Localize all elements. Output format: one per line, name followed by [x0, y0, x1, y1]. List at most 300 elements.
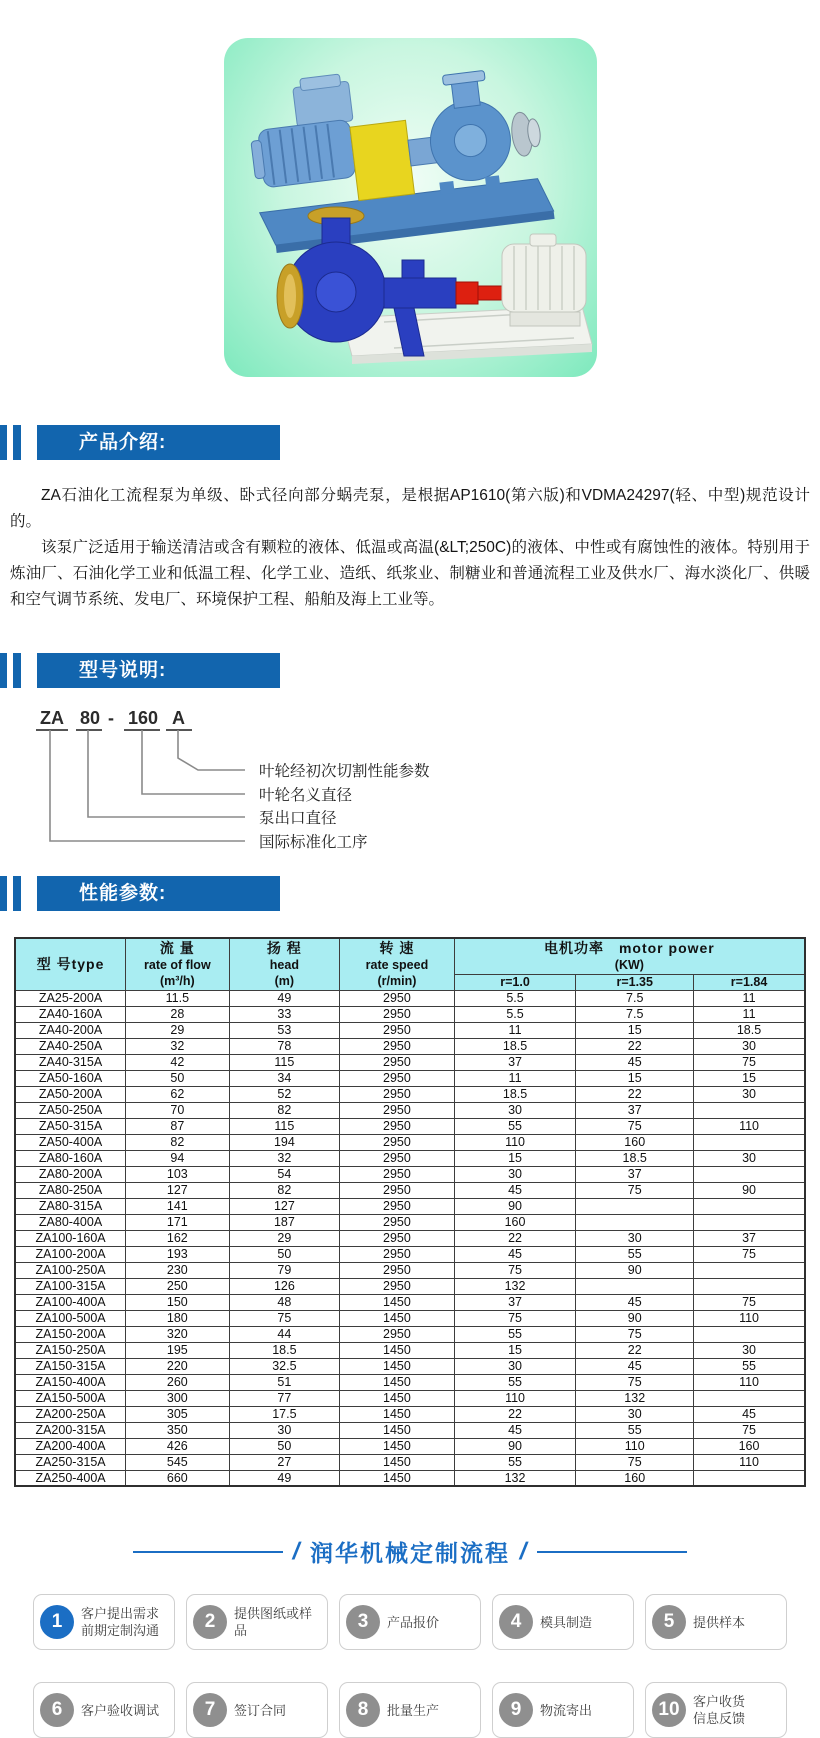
value-cell: 79 — [229, 1262, 340, 1278]
value-cell: 1450 — [340, 1294, 455, 1310]
value-cell: 250 — [126, 1278, 229, 1294]
table-row — [15, 1326, 805, 1342]
value-cell: 90 — [694, 1182, 805, 1198]
step-number-badge: 3 — [346, 1605, 380, 1639]
value-cell: 75 — [694, 1054, 805, 1070]
value-cell: 2950 — [340, 1038, 455, 1054]
table-row — [15, 1310, 805, 1326]
value-cell: 75 — [454, 1310, 576, 1326]
step-number-badge: 10 — [652, 1693, 686, 1727]
value-cell: 2950 — [340, 1150, 455, 1166]
value-cell: 37 — [454, 1054, 576, 1070]
divider-line — [133, 1551, 283, 1553]
value-cell: 180 — [126, 1310, 229, 1326]
model-code-dash: - — [108, 708, 114, 728]
value-cell — [694, 1198, 805, 1214]
value-cell: 300 — [126, 1390, 229, 1406]
step-label: 产品报价 — [387, 1614, 440, 1630]
process-step-card — [645, 1682, 787, 1738]
value-cell: 75 — [229, 1310, 340, 1326]
value-cell: 30 — [229, 1422, 340, 1438]
value-cell — [694, 1262, 805, 1278]
process-step-card — [186, 1594, 328, 1650]
step-number-badge: 1 — [40, 1605, 74, 1639]
value-cell: 87 — [126, 1118, 229, 1134]
value-cell: 30 — [454, 1166, 576, 1182]
value-cell: 70 — [126, 1102, 229, 1118]
value-cell: 11 — [694, 990, 805, 1006]
value-cell: 90 — [576, 1310, 694, 1326]
value-cell: 1450 — [340, 1470, 455, 1486]
table-row — [15, 1246, 805, 1262]
section-header-model — [0, 653, 820, 688]
value-cell: 115 — [229, 1054, 340, 1070]
upper-pump — [244, 50, 555, 254]
model-label-trim: 叶轮经初次切割性能参数 — [259, 763, 430, 780]
table-row — [15, 1182, 805, 1198]
table-row — [15, 1374, 805, 1390]
value-cell: 50 — [126, 1070, 229, 1086]
value-cell: 305 — [126, 1406, 229, 1422]
value-cell: 45 — [576, 1294, 694, 1310]
table-row — [15, 1390, 805, 1406]
value-cell: 1450 — [340, 1438, 455, 1454]
performance-table-body — [15, 990, 805, 1486]
table-row — [15, 1054, 805, 1070]
value-cell: 30 — [694, 1086, 805, 1102]
value-cell: 11 — [454, 1070, 576, 1086]
table-row — [15, 1086, 805, 1102]
process-step-card — [645, 1594, 787, 1650]
value-cell: 127 — [229, 1198, 340, 1214]
value-cell: 49 — [229, 990, 340, 1006]
value-cell: 426 — [126, 1438, 229, 1454]
value-cell: 30 — [694, 1342, 805, 1358]
value-cell: 18.5 — [454, 1038, 576, 1054]
value-cell: 22 — [454, 1230, 576, 1246]
value-cell: 51 — [229, 1374, 340, 1390]
value-cell: 77 — [229, 1390, 340, 1406]
process-step-card — [492, 1682, 634, 1738]
intro-paragraph-1: ZA石油化工流程泵为单级、卧式径向部分蜗壳泵，是根据AP1610(第六版)和VDMA24297(轻、中型)规范设计的。 — [10, 487, 810, 530]
model-cell: ZA100-250A — [15, 1262, 126, 1278]
process-step-card — [33, 1594, 175, 1650]
value-cell: 320 — [126, 1326, 229, 1342]
value-cell: 75 — [576, 1326, 694, 1342]
value-cell: 30 — [694, 1150, 805, 1166]
value-cell — [694, 1390, 805, 1406]
value-cell: 30 — [576, 1230, 694, 1246]
value-cell: 1450 — [340, 1454, 455, 1470]
value-cell — [694, 1278, 805, 1294]
value-cell: 18.5 — [229, 1342, 340, 1358]
model-cell: ZA40-315A — [15, 1054, 126, 1070]
value-cell: 132 — [454, 1278, 576, 1294]
table-row — [15, 1278, 805, 1294]
value-cell: 62 — [126, 1086, 229, 1102]
model-cell: ZA150-400A — [15, 1374, 126, 1390]
process-steps — [30, 1594, 790, 1738]
value-cell: 32 — [126, 1038, 229, 1054]
model-cell: ZA80-160A — [15, 1150, 126, 1166]
header-accent-bar — [0, 425, 7, 460]
model-cell: ZA100-500A — [15, 1310, 126, 1326]
value-cell: 127 — [126, 1182, 229, 1198]
model-label-impeller: 叶轮名义直径 — [259, 787, 353, 804]
model-code-diagram — [10, 702, 790, 860]
model-code-za: ZA — [40, 708, 64, 728]
performance-table — [14, 937, 806, 1487]
value-cell: 45 — [454, 1246, 576, 1262]
value-cell: 50 — [229, 1246, 340, 1262]
value-cell: 2950 — [340, 1278, 455, 1294]
value-cell: 110 — [454, 1390, 576, 1406]
step-number-badge: 5 — [652, 1605, 686, 1639]
value-cell: 171 — [126, 1214, 229, 1230]
step-label: 模具制造 — [540, 1614, 593, 1630]
value-cell: 1450 — [340, 1406, 455, 1422]
section-header-intro — [0, 425, 820, 460]
value-cell: 94 — [126, 1150, 229, 1166]
value-cell: 193 — [126, 1246, 229, 1262]
value-cell: 2950 — [340, 1262, 455, 1278]
model-cell: ZA50-315A — [15, 1118, 126, 1134]
col-header-head: 扬 程 head (m) — [229, 938, 340, 990]
value-cell: 260 — [126, 1374, 229, 1390]
step-number-badge: 6 — [40, 1693, 74, 1727]
value-cell: 2950 — [340, 1166, 455, 1182]
table-row — [15, 1022, 805, 1038]
model-cell: ZA150-200A — [15, 1326, 126, 1342]
model-cell: ZA50-400A — [15, 1134, 126, 1150]
value-cell — [694, 1134, 805, 1150]
col-header-r1: r=1.0 — [454, 974, 576, 990]
value-cell: 18.5 — [454, 1086, 576, 1102]
value-cell: 160 — [694, 1438, 805, 1454]
value-cell: 45 — [454, 1422, 576, 1438]
value-cell: 32 — [229, 1150, 340, 1166]
value-cell: 75 — [576, 1454, 694, 1470]
value-cell: 141 — [126, 1198, 229, 1214]
hero-section — [0, 0, 820, 377]
value-cell: 194 — [229, 1134, 340, 1150]
value-cell: 53 — [229, 1022, 340, 1038]
value-cell: 220 — [126, 1358, 229, 1374]
model-code-a: A — [172, 708, 185, 728]
value-cell: 15 — [694, 1070, 805, 1086]
value-cell: 18.5 — [576, 1150, 694, 1166]
table-row — [15, 1038, 805, 1054]
value-cell: 90 — [576, 1262, 694, 1278]
value-cell: 45 — [454, 1182, 576, 1198]
value-cell: 75 — [576, 1182, 694, 1198]
value-cell — [694, 1214, 805, 1230]
model-cell: ZA250-400A — [15, 1470, 126, 1486]
process-step-card — [186, 1682, 328, 1738]
value-cell: 5.5 — [454, 1006, 576, 1022]
value-cell: 45 — [576, 1358, 694, 1374]
value-cell: 126 — [229, 1278, 340, 1294]
value-cell: 103 — [126, 1166, 229, 1182]
value-cell: 78 — [229, 1038, 340, 1054]
intro-paragraphs — [0, 483, 820, 613]
model-cell: ZA150-315A — [15, 1358, 126, 1374]
table-row — [15, 1342, 805, 1358]
value-cell: 5.5 — [454, 990, 576, 1006]
model-cell: ZA40-160A — [15, 1006, 126, 1022]
value-cell: 11 — [454, 1022, 576, 1038]
value-cell: 17.5 — [229, 1406, 340, 1422]
model-cell: ZA40-200A — [15, 1022, 126, 1038]
value-cell: 1450 — [340, 1310, 455, 1326]
model-label-discharge: 泵出口直径 — [259, 810, 337, 827]
value-cell: 132 — [576, 1390, 694, 1406]
process-step-card — [492, 1594, 634, 1650]
value-cell: 34 — [229, 1070, 340, 1086]
value-cell: 2950 — [340, 1198, 455, 1214]
value-cell: 7.5 — [576, 990, 694, 1006]
value-cell: 32.5 — [229, 1358, 340, 1374]
model-cell: ZA100-400A — [15, 1294, 126, 1310]
col-header-type: 型 号type — [15, 938, 126, 990]
value-cell — [576, 1214, 694, 1230]
value-cell: 37 — [694, 1230, 805, 1246]
header-accent-bar — [13, 876, 21, 911]
table-row — [15, 1214, 805, 1230]
performance-table-header — [15, 938, 805, 990]
model-cell: ZA200-400A — [15, 1438, 126, 1454]
model-cell: ZA40-250A — [15, 1038, 126, 1054]
table-row — [15, 1134, 805, 1150]
value-cell: 90 — [454, 1438, 576, 1454]
col-header-flow: 流 量 rate of flow (m³/h) — [126, 938, 229, 990]
col-header-r135: r=1.35 — [576, 974, 694, 990]
value-cell: 2950 — [340, 1102, 455, 1118]
value-cell: 28 — [126, 1006, 229, 1022]
table-row — [15, 1230, 805, 1246]
value-cell: 29 — [229, 1230, 340, 1246]
value-cell: 2950 — [340, 1214, 455, 1230]
step-number-badge: 9 — [499, 1693, 533, 1727]
table-row — [15, 1006, 805, 1022]
table-row — [15, 1070, 805, 1086]
value-cell: 2950 — [340, 1118, 455, 1134]
product-photo — [224, 38, 597, 377]
value-cell: 75 — [694, 1246, 805, 1262]
header-accent-bar — [0, 876, 7, 911]
step-label: 批量生产 — [387, 1702, 440, 1718]
value-cell: 37 — [454, 1294, 576, 1310]
table-row — [15, 1422, 805, 1438]
value-cell: 30 — [454, 1102, 576, 1118]
value-cell: 33 — [229, 1006, 340, 1022]
value-cell: 1450 — [340, 1374, 455, 1390]
value-cell: 50 — [229, 1438, 340, 1454]
table-row — [15, 1262, 805, 1278]
value-cell: 82 — [229, 1102, 340, 1118]
value-cell: 22 — [454, 1406, 576, 1422]
model-cell: ZA150-250A — [15, 1342, 126, 1358]
value-cell: 45 — [576, 1054, 694, 1070]
value-cell: 55 — [454, 1326, 576, 1342]
value-cell — [576, 1278, 694, 1294]
value-cell: 160 — [576, 1470, 694, 1486]
value-cell: 42 — [126, 1054, 229, 1070]
value-cell: 15 — [454, 1150, 576, 1166]
value-cell: 44 — [229, 1326, 340, 1342]
value-cell: 195 — [126, 1342, 229, 1358]
value-cell: 2950 — [340, 1070, 455, 1086]
value-cell: 2950 — [340, 1022, 455, 1038]
model-cell: ZA50-160A — [15, 1070, 126, 1086]
table-row — [15, 1438, 805, 1454]
value-cell: 30 — [454, 1358, 576, 1374]
value-cell: 49 — [229, 1470, 340, 1486]
model-cell: ZA200-315A — [15, 1422, 126, 1438]
value-cell: 110 — [694, 1374, 805, 1390]
process-step-card — [33, 1682, 175, 1738]
value-cell: 37 — [576, 1166, 694, 1182]
model-cell: ZA100-200A — [15, 1246, 126, 1262]
model-cell: ZA250-315A — [15, 1454, 126, 1470]
step-label: 提供图纸或样品 — [234, 1606, 313, 1639]
value-cell: 7.5 — [576, 1006, 694, 1022]
value-cell: 160 — [576, 1134, 694, 1150]
step-label: 客户收货 信息反馈 — [693, 1694, 746, 1727]
value-cell: 45 — [694, 1406, 805, 1422]
value-cell: 82 — [229, 1182, 340, 1198]
value-cell: 37 — [576, 1102, 694, 1118]
value-cell: 187 — [229, 1214, 340, 1230]
value-cell: 350 — [126, 1422, 229, 1438]
value-cell: 55 — [576, 1246, 694, 1262]
value-cell: 110 — [694, 1454, 805, 1470]
value-cell: 82 — [126, 1134, 229, 1150]
header-accent-bar — [13, 653, 21, 688]
value-cell: 110 — [454, 1134, 576, 1150]
value-cell: 2950 — [340, 1230, 455, 1246]
step-label: 客户提出需求 前期定制沟通 — [81, 1606, 160, 1639]
intro-paragraph-2: 该泵广泛适用于输送清洁或含有颗粒的液体、低温或高温(&LT;250C)的液体、中性或有腐蚀性的液体。特别用于炼油厂、石油化学工业和低温工程、化学工业、造纸、纸浆业、制糖业和普通流程工业及供水厂、海水淡化厂、供暖和空气调节系统、发电厂、环境保护工程、船舶及海上工业等。 — [10, 539, 810, 608]
value-cell: 75 — [576, 1118, 694, 1134]
value-cell: 132 — [454, 1470, 576, 1486]
value-cell: 2950 — [340, 1006, 455, 1022]
process-step-card — [339, 1682, 481, 1738]
table-row — [15, 1358, 805, 1374]
value-cell — [694, 1326, 805, 1342]
model-label-standard: 国际标准化工序 — [259, 834, 368, 851]
table-row — [15, 1166, 805, 1182]
value-cell: 230 — [126, 1262, 229, 1278]
value-cell: 55 — [576, 1422, 694, 1438]
table-row — [15, 1198, 805, 1214]
value-cell: 2950 — [340, 1134, 455, 1150]
table-row — [15, 1454, 805, 1470]
value-cell: 2950 — [340, 1086, 455, 1102]
step-number-badge: 2 — [193, 1605, 227, 1639]
value-cell — [576, 1198, 694, 1214]
value-cell: 2950 — [340, 1246, 455, 1262]
value-cell: 27 — [229, 1454, 340, 1470]
process-step-card — [339, 1594, 481, 1650]
slash-decor: / — [517, 1537, 530, 1565]
value-cell: 30 — [694, 1038, 805, 1054]
value-cell: 54 — [229, 1166, 340, 1182]
step-label: 提供样本 — [693, 1614, 746, 1630]
value-cell: 110 — [694, 1310, 805, 1326]
value-cell: 110 — [576, 1438, 694, 1454]
table-row — [15, 1470, 805, 1486]
value-cell: 11.5 — [126, 990, 229, 1006]
value-cell: 55 — [454, 1374, 576, 1390]
table-row — [15, 1118, 805, 1134]
col-header-speed: 转 速 rate speed (r/min) — [340, 938, 455, 990]
header-accent-bar — [13, 425, 21, 460]
value-cell: 2950 — [340, 1054, 455, 1070]
value-cell: 2950 — [340, 1182, 455, 1198]
model-cell: ZA50-250A — [15, 1102, 126, 1118]
value-cell: 75 — [694, 1422, 805, 1438]
value-cell: 162 — [126, 1230, 229, 1246]
step-number-badge: 8 — [346, 1693, 380, 1727]
value-cell: 48 — [229, 1294, 340, 1310]
value-cell: 1450 — [340, 1390, 455, 1406]
value-cell: 11 — [694, 1006, 805, 1022]
value-cell: 55 — [694, 1358, 805, 1374]
value-cell: 660 — [126, 1470, 229, 1486]
slash-decor: / — [290, 1537, 303, 1565]
value-cell: 75 — [694, 1294, 805, 1310]
model-cell: ZA25-200A — [15, 990, 126, 1006]
model-cell: ZA80-200A — [15, 1166, 126, 1182]
model-cell: ZA200-250A — [15, 1406, 126, 1422]
pump-illustration — [224, 38, 597, 377]
table-row — [15, 1294, 805, 1310]
value-cell: 160 — [454, 1214, 576, 1230]
model-code-80: 80 — [80, 708, 101, 728]
value-cell: 110 — [694, 1118, 805, 1134]
divider-line — [537, 1551, 687, 1553]
process-title: 润华机械定制流程 — [310, 1540, 510, 1567]
value-cell: 2950 — [340, 990, 455, 1006]
col-header-motor-power: 电机功率 motor power (KW) — [454, 938, 805, 974]
value-cell: 150 — [126, 1294, 229, 1310]
table-row — [15, 1102, 805, 1118]
value-cell: 52 — [229, 1086, 340, 1102]
process-title-row — [0, 1535, 820, 1568]
model-cell: ZA80-315A — [15, 1198, 126, 1214]
value-cell: 15 — [576, 1022, 694, 1038]
value-cell: 1450 — [340, 1422, 455, 1438]
value-cell: 2950 — [340, 1326, 455, 1342]
col-header-r184: r=1.84 — [694, 974, 805, 990]
model-cell: ZA50-200A — [15, 1086, 126, 1102]
header-accent-bar — [0, 653, 7, 688]
value-cell: 22 — [576, 1038, 694, 1054]
value-cell — [694, 1470, 805, 1486]
value-cell: 90 — [454, 1198, 576, 1214]
table-row — [15, 1406, 805, 1422]
value-cell: 18.5 — [694, 1022, 805, 1038]
model-cell: ZA100-315A — [15, 1278, 126, 1294]
table-row — [15, 990, 805, 1006]
step-label: 签订合同 — [234, 1702, 287, 1718]
model-cell: ZA80-400A — [15, 1214, 126, 1230]
value-cell: 75 — [576, 1374, 694, 1390]
section-header-performance — [0, 876, 820, 911]
value-cell: 55 — [454, 1118, 576, 1134]
section-title-performance: 性能参数: — [37, 876, 280, 911]
